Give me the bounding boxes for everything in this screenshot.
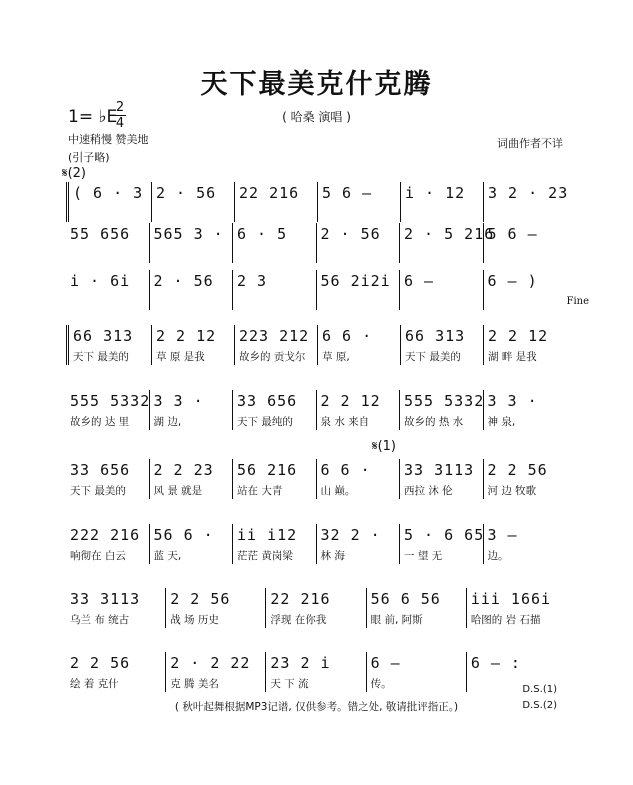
measure-notes: 3 2 · 23 [488, 184, 569, 202]
measure [66, 270, 150, 310]
measure [484, 524, 567, 564]
measure [235, 325, 318, 365]
measure-lyric: 边。 [487, 550, 509, 562]
time-signature [114, 101, 126, 130]
measure-lyric [321, 294, 396, 310]
measure-notes: 2 · 2 22 [170, 654, 251, 672]
measure-notes: 3 – [487, 526, 518, 544]
measure-notes: 6 – [370, 654, 401, 672]
measure [484, 459, 567, 499]
measure-notes: 56 6 · [153, 526, 214, 544]
meter-top: 2 [115, 100, 125, 115]
measure-lyric: 茫茫 黄岗梁 [237, 550, 293, 562]
measure [484, 390, 567, 430]
staff-line-4 [66, 325, 566, 365]
measure [400, 270, 484, 310]
staff-line-5 [66, 390, 566, 430]
measure-lyric: 故乡的 热 水 [404, 416, 464, 428]
staff-line-1 [66, 182, 569, 222]
staff-line-2 [66, 223, 566, 263]
measure-lyric: 林 海 [320, 550, 345, 562]
song-title: 天下最美克什克腾 [200, 69, 433, 100]
measure [400, 459, 484, 499]
measure-lyric: 战 场 历史 [170, 614, 219, 626]
measure-notes: 3 3 · [153, 392, 204, 410]
measure-notes: 2 2 12 [488, 327, 549, 345]
measure-notes: 222 216 [70, 526, 141, 544]
measure-lyric [70, 294, 145, 310]
measure [484, 270, 567, 310]
measure [66, 652, 166, 692]
measure [318, 182, 401, 222]
measure [150, 223, 234, 263]
measure-lyric [488, 294, 563, 310]
measure [66, 588, 166, 628]
measure [152, 325, 235, 365]
measure-lyric: 故乡的 达 里 [70, 416, 130, 428]
measure-lyric [70, 247, 145, 263]
tempo-marking: 中速稍慢 赞美地 [68, 133, 149, 146]
staff-line-7 [66, 524, 566, 564]
staff-line-6 [66, 459, 566, 499]
measure [484, 182, 569, 222]
measure-lyric: 草 原, [322, 351, 350, 363]
measure-notes: i · 6i [70, 272, 131, 290]
measure [150, 459, 234, 499]
measure-notes: 2 2 56 [487, 461, 548, 479]
measure-notes: 565 3 · [153, 225, 224, 243]
measure-lyric: 草 原 是我 [156, 351, 205, 363]
composer-credit: 词曲作者不详 [497, 137, 563, 150]
measure [317, 270, 401, 310]
measure [66, 223, 150, 263]
measure-lyric: 传。 [370, 678, 392, 690]
performer-note: ( 哈桑 演唱 ) [282, 110, 351, 124]
measure-lyric: 一 望 无 [404, 550, 443, 562]
measure-notes: 22 216 [239, 184, 300, 202]
measure-notes: 5 6 – [487, 225, 538, 243]
measure-notes: 3 3 · [487, 392, 538, 410]
measure [166, 588, 266, 628]
measure-lyric: 河 边 牧歌 [487, 485, 537, 497]
measure [317, 524, 401, 564]
measure [235, 182, 318, 222]
measure [233, 459, 317, 499]
measure-lyric: 西拉 沐 伦 [404, 485, 453, 497]
staff-line-8 [66, 588, 566, 628]
measure-lyric [321, 247, 396, 263]
measure-lyric: 天下 最纯的 [237, 416, 293, 428]
measure [233, 223, 317, 263]
measure [66, 390, 150, 430]
measure [150, 390, 234, 430]
measure-lyric: 站在 大青 [237, 485, 283, 497]
measure-notes: 6 6 · [322, 327, 373, 345]
measure-notes: 5 6 – [322, 184, 373, 202]
measure-notes: i · 12 [405, 184, 466, 202]
measure-lyric: 湖 边, [153, 416, 182, 428]
measure-notes: 55 656 [70, 225, 131, 243]
measure [317, 459, 401, 499]
measure [233, 524, 317, 564]
measure [266, 588, 366, 628]
measure [400, 223, 495, 263]
staff-line-3 [66, 270, 566, 310]
measure [152, 182, 235, 222]
measure-lyric: 天下 最美的 [405, 351, 461, 363]
measure [266, 652, 366, 692]
meter-bottom: 4 [115, 116, 125, 131]
measure-lyric [154, 247, 229, 263]
segno-1-mark: 𝄋(1) [372, 439, 397, 454]
measure [66, 524, 150, 564]
measure-notes: 23 2 i [270, 654, 331, 672]
measure-notes: 2 2 56 [70, 654, 131, 672]
measure-notes: 66 313 [73, 327, 134, 345]
measure-notes: 6 · 5 [237, 225, 288, 243]
measure-notes: 2 2 12 [320, 392, 381, 410]
measure-lyric [405, 206, 479, 222]
measure-notes: 6 – [404, 272, 435, 290]
measure [400, 524, 484, 564]
measure [233, 270, 317, 310]
measure-notes: 2 2 23 [153, 461, 214, 479]
measure-notes: iii 166i [470, 590, 552, 608]
footnote: ( 秋叶起舞根据MP3记谱, 仅供参考。错之处, 敬请批评指正。) [174, 701, 459, 713]
measure [317, 223, 401, 263]
measure [150, 270, 234, 310]
measure-notes: 33 3113 [404, 461, 475, 479]
measure-notes: 2 2 12 [156, 327, 217, 345]
measure-notes: 223 212 [239, 327, 310, 345]
measure-lyric [73, 206, 147, 222]
measure-lyric [156, 206, 230, 222]
measure-notes: 6 – : [470, 654, 521, 672]
measure-notes: 33 656 [70, 461, 131, 479]
fine-marking: Fine [566, 296, 589, 307]
measure [367, 652, 467, 692]
measure-lyric [404, 294, 479, 310]
measure-notes: 56 216 [237, 461, 298, 479]
measure-lyric [237, 294, 312, 310]
measure-notes: 33 3113 [70, 590, 141, 608]
measure-lyric: 泉 水 来自 [320, 416, 370, 428]
key-signature: 1= ♭E [68, 107, 118, 127]
measure-notes: 2 · 56 [153, 272, 214, 290]
measure-lyric: 哈图的 岩 石描 [470, 614, 541, 626]
measure-lyric: 绘 着 克什 [70, 678, 119, 690]
measure-notes: 2 3 [237, 272, 268, 290]
measure-notes: 2 · 56 [156, 184, 217, 202]
measure [484, 325, 566, 365]
measure-notes: ( 6 · 3 [73, 184, 144, 202]
measure-notes: ii i12 [237, 526, 298, 544]
intro-note: (引子略) [68, 151, 110, 164]
measure [467, 588, 566, 628]
measure [66, 325, 152, 365]
measure-lyric: 湖 畔 是我 [488, 351, 537, 363]
measure-notes: 555 5332 [404, 392, 485, 410]
measure-lyric: 克 腾 美名 [170, 678, 219, 690]
measure-lyric [488, 206, 562, 222]
measure [233, 390, 317, 430]
measure-notes: 56 2i2i [320, 272, 391, 290]
segno-2-mark: 𝄋(2) [62, 166, 87, 181]
measure-notes: 32 2 · [320, 526, 381, 544]
measure-lyric: 乌兰 布 统古 [70, 614, 130, 626]
measure-notes: 2 · 5 216 [404, 225, 495, 243]
staff-line-9 [66, 652, 566, 692]
measure-lyric: 风 景 就是 [153, 485, 203, 497]
measure [166, 652, 266, 692]
measure-lyric: 眼 前, 阿斯 [370, 614, 423, 626]
measure-lyric: 天下 最美的 [73, 351, 129, 363]
measure [317, 390, 401, 430]
measure-lyric [154, 294, 229, 310]
measure-notes: 22 216 [270, 590, 331, 608]
measure [367, 588, 467, 628]
measure [484, 223, 567, 263]
measure-lyric: 浮现 在你我 [270, 614, 327, 626]
measure-notes: 33 656 [237, 392, 298, 410]
ds1-marking: D.S.(1) [522, 684, 557, 695]
measure-lyric: 故乡的 贡戈尔 [239, 351, 306, 363]
measure-lyric [404, 247, 479, 263]
measure-notes: 2 2 56 [170, 590, 231, 608]
measure-lyric [239, 206, 313, 222]
ds2-marking: D.S.(2) [522, 700, 557, 711]
measure [66, 182, 152, 222]
measure-lyric [237, 247, 312, 263]
measure-notes: 56 6 56 [370, 590, 441, 608]
measure [150, 524, 234, 564]
measure-lyric: 山 巅。 [320, 485, 356, 497]
measure-notes: 6 6 · [320, 461, 371, 479]
measure-notes: 6 – ) [487, 272, 538, 290]
measure-notes: 2 · 56 [320, 225, 381, 243]
measure-lyric: 响彻在 白云 [70, 550, 126, 562]
measure [401, 182, 484, 222]
measure-lyric: 神 泉, [487, 416, 516, 428]
measure [401, 325, 484, 365]
measure [400, 390, 484, 430]
measure-lyric: 天 下 流 [270, 678, 309, 690]
measure [318, 325, 401, 365]
measure-lyric [322, 206, 396, 222]
measure-notes: 66 313 [405, 327, 466, 345]
measure-lyric: 天下 最美的 [70, 485, 126, 497]
measure [66, 459, 150, 499]
measure-lyric: 蓝 天, [153, 550, 182, 562]
measure-notes: 5 · 6 65 [404, 526, 485, 544]
measure-notes: 555 5332 [70, 392, 151, 410]
measure-lyric [488, 247, 563, 263]
